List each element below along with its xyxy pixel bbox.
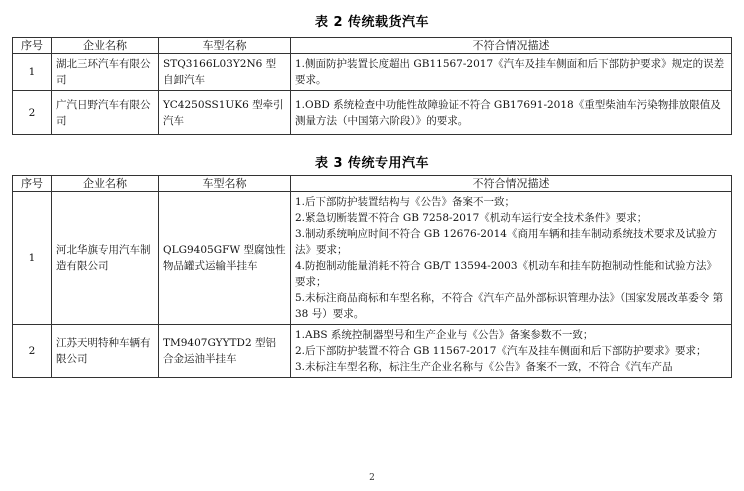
header-index: 序号 bbox=[13, 176, 52, 192]
issue-item: 4.防抱制动能量消耗不符合 GB/T 13594-2003《机动车和挂车防抱制动性能和试验方法》要求； bbox=[295, 260, 718, 288]
header-model: 车型名称 bbox=[159, 38, 291, 54]
table-row bbox=[13, 325, 732, 378]
row-issues bbox=[291, 54, 732, 91]
issue-item: 2.后下部防护装置不符合 GB 11567-2017《汽车及挂车侧面和后下部防护要求》要求； bbox=[295, 345, 707, 357]
row-model: STQ3166L03Y2N6 型自卸汽车 bbox=[159, 54, 291, 91]
header-company: 企业名称 bbox=[52, 38, 159, 54]
table-2-title: 表 2 传统载货汽车 bbox=[314, 15, 430, 30]
issue-item: 3.未标注车型名称，标注生产企业名称与《公告》备案不一致，不符合《汽车产品 bbox=[295, 361, 673, 373]
table-header-row bbox=[13, 38, 732, 54]
row-company: 广汽日野汽车有限公司 bbox=[52, 91, 159, 135]
row-company: 河北华旗专用汽车制造有限公司 bbox=[52, 192, 159, 325]
row-model: QLG9405GFW 型腐蚀性物品罐式运输半挂车 bbox=[159, 192, 291, 325]
header-company: 企业名称 bbox=[52, 176, 159, 192]
header-index: 序号 bbox=[13, 38, 52, 54]
header-model: 车型名称 bbox=[159, 176, 291, 192]
table-3-conventional-special-vehicles bbox=[12, 175, 732, 378]
table-row bbox=[13, 54, 732, 91]
row-issues bbox=[291, 192, 732, 325]
row-company: 江苏天明特种车辆有限公司 bbox=[52, 325, 159, 378]
row-index: 2 bbox=[13, 325, 52, 378]
issue-item: 2.紧急切断装置不符合 GB 7258-2017《机动车运行安全技术条件》要求； bbox=[295, 212, 648, 224]
row-index: 2 bbox=[13, 91, 52, 135]
header-issues: 不符合情况描述 bbox=[291, 38, 732, 54]
row-index: 1 bbox=[13, 54, 52, 91]
row-model: YC4250SS1UK6 型牵引汽车 bbox=[159, 91, 291, 135]
row-issues bbox=[291, 91, 732, 135]
table-header-row bbox=[13, 176, 732, 192]
row-issues bbox=[291, 325, 732, 378]
table-row bbox=[13, 91, 732, 135]
row-index: 1 bbox=[13, 192, 52, 325]
table-row bbox=[13, 192, 732, 325]
table-2-conventional-trucks bbox=[12, 37, 732, 135]
issue-item: 1.后下部防护装置结构与《公告》备案不一致； bbox=[295, 196, 516, 208]
header-issues: 不符合情况描述 bbox=[291, 176, 732, 192]
table-3-title: 表 3 传统专用汽车 bbox=[314, 156, 430, 171]
row-company: 湖北三环汽车有限公司 bbox=[52, 54, 159, 91]
issue-item: 1.OBD 系统检查中功能性故障验证不符合 GB17691-2018《重型柴油车污染物排放限值及测量方法（中国第六阶段）》的要求。 bbox=[295, 98, 721, 127]
page-number: 2 bbox=[369, 473, 375, 483]
issue-item: 1.ABS 系统控制器型号和生产企业与《公告》备案参数不一致； bbox=[295, 329, 594, 341]
issue-item: 5.未标注商品商标和车型名称，不符合《汽车产品外部标识管理办法》（国家发展改革委令 第 38 号）要求。 bbox=[295, 292, 724, 320]
issue-item: 3.制动系统响应时间不符合 GB 12676-2014《商用车辆和挂车制动系统技术要求及试验方法》要求； bbox=[295, 228, 717, 256]
issue-item: 1.侧面防护装置长度超出 GB11567-2017《汽车及挂车侧面和后下部防护要求》规定的误差要求。 bbox=[295, 58, 725, 86]
row-model: TM9407GYYTD2 型铝合金运油半挂车 bbox=[159, 325, 291, 378]
